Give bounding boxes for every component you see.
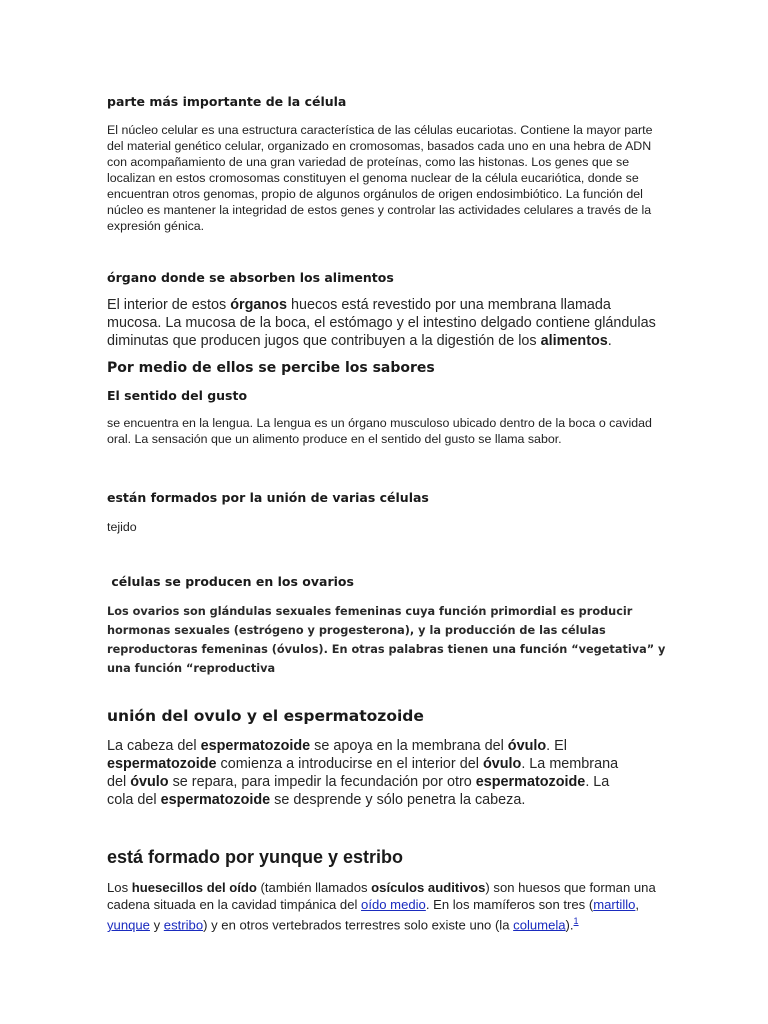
heading-fertilization: unión del ovulo y el espermatozoide xyxy=(107,707,424,725)
paragraph-mucosa: El interior de estos órganos huecos está revestido por una membrana llamada mucosa. La mucosa de la boca, el estómago y el intestino delgado contiene glándulas diminutas que producen jugos que contribuyen a la digestión de los alimentos. xyxy=(107,297,656,349)
link-yunque[interactable]: yunque xyxy=(107,917,150,933)
link-columela[interactable]: columela xyxy=(513,917,566,933)
link-oido-medio[interactable]: oído medio xyxy=(361,897,426,912)
subheading-taste: El sentido del gusto xyxy=(107,388,248,403)
footnote-link[interactable]: 1 xyxy=(573,916,579,926)
bold-organos: órganos xyxy=(230,297,287,313)
link-estribo[interactable]: estribo xyxy=(163,917,204,933)
paragraph-tongue: se encuentra en la lengua. La lengua es un órgano musculoso ubicado dentro de la boca o cavidad oral. La sensación que un alimento produce en el sentido del gusto se llama sabor. xyxy=(107,416,652,446)
bold-alimentos: alimentos xyxy=(540,333,608,349)
heading-flavors: Por medio de ellos se percibe los sabores xyxy=(107,360,435,376)
paragraph-ossicles: Los huesecillos del oído (también llamados osículos auditivos) son huesos que forman una cadena situada en la cavidad timpánica del oído medio. En los mamíferos son tres (martillo, yunque y estribo) y en otros vertebrados terrestres solo existe uno (la columela).$^1$ xyxy=(107,880,656,933)
heading-ovaries: células se producen en los ovarios xyxy=(107,574,354,589)
paragraph-fertilization: La cabeza del espermatozoide se apoya en la membrana del óvulo. El espermatozoide comienza a introducirse en el interior del óvulo. La membrana del óvulo se repara, para impedir la fecundación por otro espermatozoide. La cola del espermatozoide se desprende y sólo penetra la cabeza. xyxy=(107,738,619,808)
paragraph-ovaries: Los ovarios son glándulas sexuales femeninas cuya función primordial es producir hormonas sexuales (estrógeno y progesterona), y la producción de las células reproductoras femeninas (óvulos). En otras palabras tienen una función “vegetativa” y una función “reproductiva xyxy=(107,605,666,675)
paragraph-nucleus: El núcleo celular es una estructura característica de las células eucariotas. Contiene la mayor parte del material genético celular, organizado en cromosomas, basados cada uno en una hebra de ADN con acompañamiento de una gran variedad de proteínas, como las histonas. Los genes que se localizan en estos cromosomas constituyen el genoma nuclear de la célula eucariótica, donde se encuentran otros genomas, propio de algunos orgánulos de origen endosimbiótico. La función del núcleo es mantener la integridad de estos genes y controlar las actividades celulares a través de la expresión génica. xyxy=(107,123,653,233)
paragraph-tejido: tejido xyxy=(107,520,137,534)
heading-absorb-organ: órgano donde se absorben los alimentos xyxy=(107,270,394,285)
heading-cell-union: están formados por la unión de varias células xyxy=(107,490,429,505)
heading-cell-part: parte más importante de la célula xyxy=(107,94,347,109)
link-martillo[interactable]: martillo xyxy=(593,897,636,912)
heading-ossicles: está formado por yunque y estribo xyxy=(107,847,404,867)
